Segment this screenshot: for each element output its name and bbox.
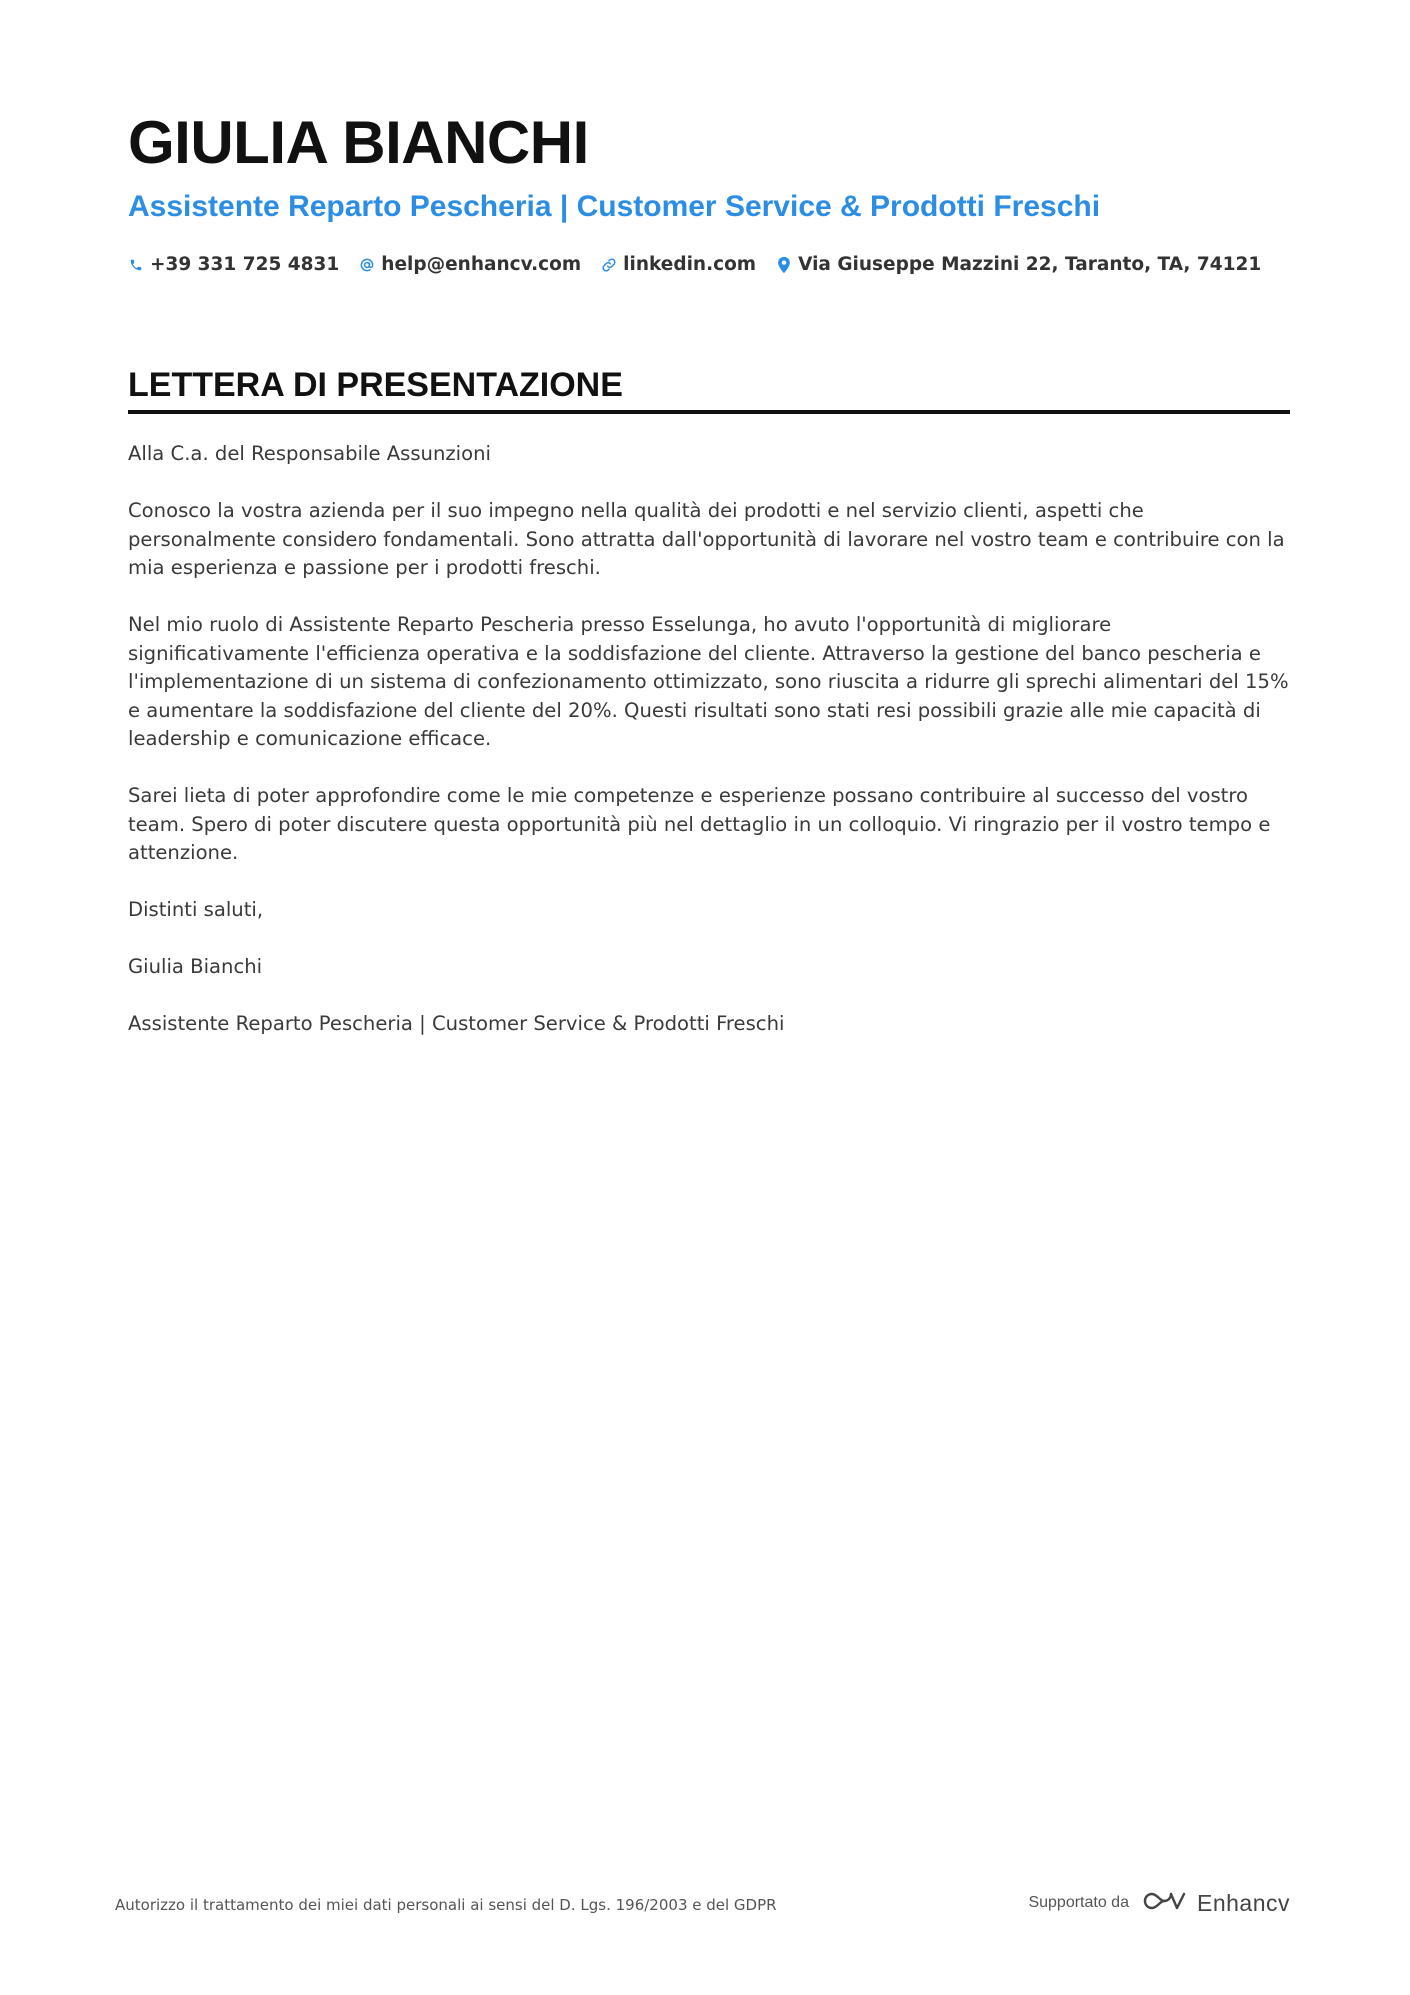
letter-closing: Distinti saluti, <box>128 898 264 921</box>
letter-paragraph: Conosco la vostra azienda per il suo impegno nella qualità dei prodotti e nel servizio clienti, aspetti che personalmente considero fondamentali. Sono attratta dall'opportunità di lavorare nel vostro team e contribuire con la mia esperienza e passione per i prodotti freschi. <box>128 499 1285 579</box>
contact-bar <box>128 254 1261 275</box>
powered-by[interactable] <box>1028 1889 1290 1917</box>
signature-name: Giulia Bianchi <box>128 955 263 978</box>
contact-email[interactable] <box>359 254 581 275</box>
enhancv-logo-icon <box>1141 1889 1187 1917</box>
phone-text: +39 331 725 4831 <box>150 254 340 275</box>
brand-logo <box>1141 1889 1290 1917</box>
privacy-consent: Autorizzo il trattamento dei miei dati personali ai sensi del D. Lgs. 196/2003 e del GDPR <box>115 1896 777 1914</box>
candidate-headline: Assistente Reparto Pescheria | Customer Service & Prodotti Freschi <box>128 190 1101 223</box>
brand-name: Enhancv <box>1196 1889 1290 1916</box>
contact-website[interactable] <box>601 254 756 275</box>
section-title: LETTERA DI PRESENTAZIONE <box>128 366 623 404</box>
section-divider <box>128 410 1290 414</box>
location-pin-icon <box>776 256 792 274</box>
letter-salutation: Alla C.a. del Responsabile Assunzioni <box>128 442 491 465</box>
link-icon <box>601 256 617 274</box>
contact-phone[interactable] <box>128 254 339 275</box>
address-text: Via Giuseppe Mazzini 22, Taranto, TA, 74121 <box>798 254 1262 275</box>
letter-body <box>128 440 1290 1067</box>
website-text: linkedin.com <box>623 254 757 275</box>
at-icon <box>359 256 375 274</box>
phone-icon <box>128 256 144 274</box>
signature-title: Assistente Reparto Pescheria | Customer Service & Prodotti Freschi <box>128 1012 785 1035</box>
candidate-name: GIULIA BIANCHI <box>128 109 589 176</box>
contact-address <box>776 254 1261 275</box>
powered-by-label: Supportato da <box>1028 1894 1129 1911</box>
letter-paragraph: Sarei lieta di poter approfondire come le mie competenze e esperienze possano contribuire al successo del vostro team. Spero di poter discutere questa opportunità più nel dettaglio in un colloquio. Vi ringrazio per il vostro tempo e attenzione. <box>128 784 1271 864</box>
letter-paragraph: Nel mio ruolo di Assistente Reparto Pescheria presso Esselunga, ho avuto l'opportunità di migliorare significativamente l'efficienza operativa e la soddisfazione del cliente. Attraverso la gestione del banco pescheria e l'implementazione di un sistema di confezionamento ottimizzato, sono riuscita a ridurre gli sprechi alimentari del 15% e aumentare la soddisfazione del cliente del 20%. Questi risultati sono stati resi possibili grazie alle mie capacità di leadership e comunicazione efficace. <box>128 613 1289 750</box>
email-text: help@enhancv.com <box>381 254 582 275</box>
